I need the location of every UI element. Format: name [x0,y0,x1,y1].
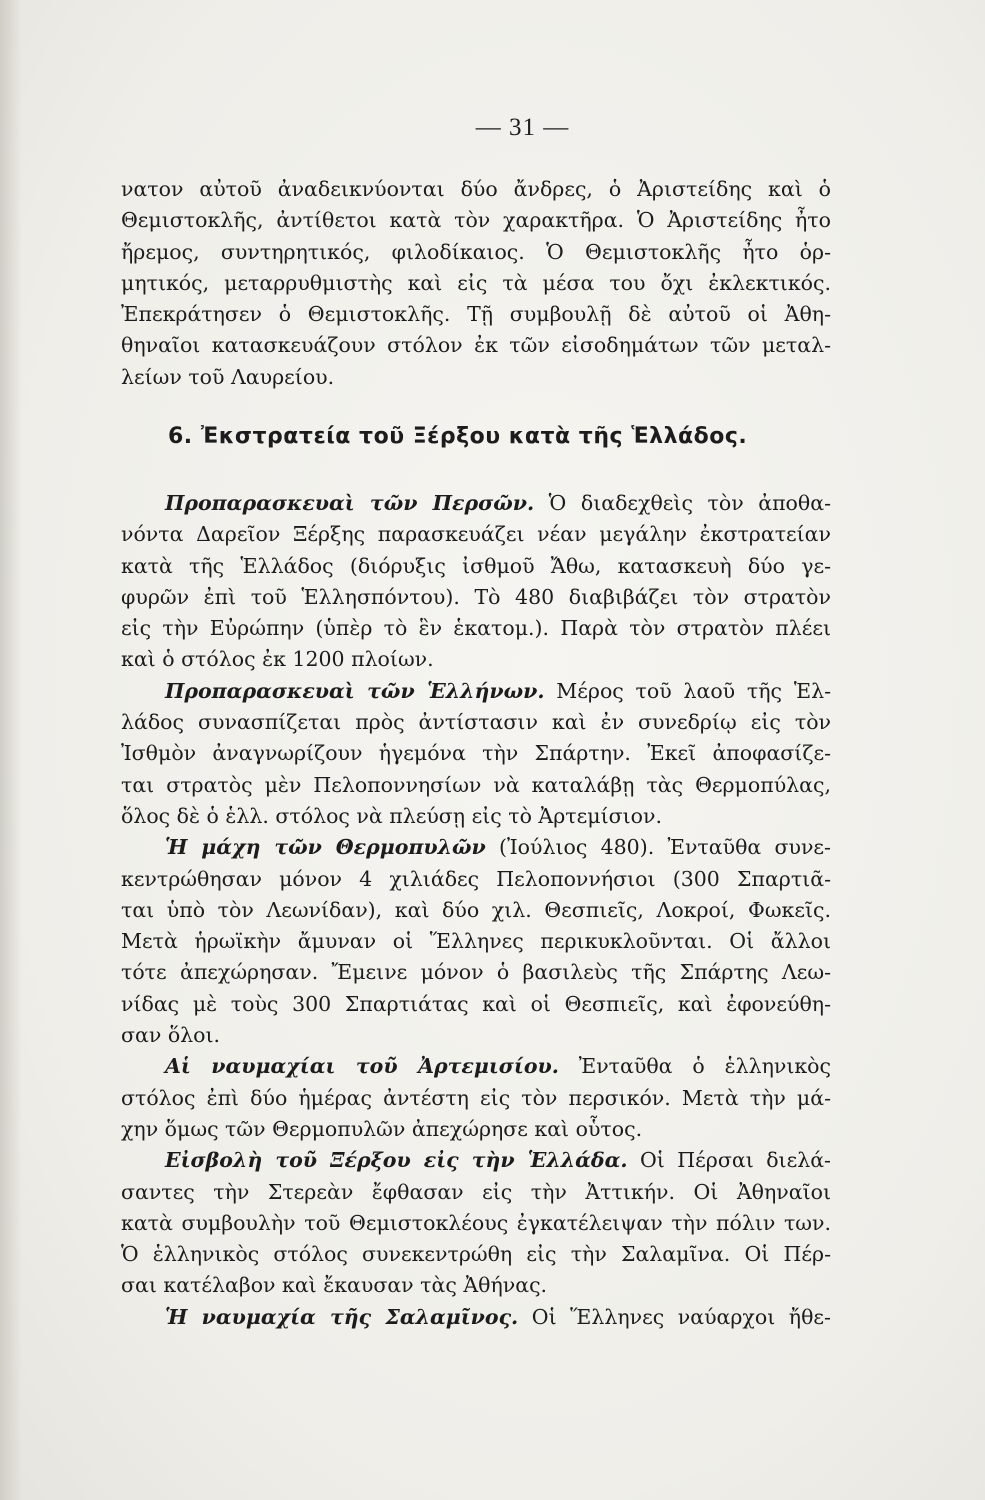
run-in-heading: Ἡ μάχη τῶν Θερμοπυλῶν [165,835,486,860]
text-line: λάδος συνασπίζεται πρὸς ἀντίστασιν καὶ ἐν συνεδρίῳ εἰς τὸν [121,710,831,735]
text-line: κατὰ συμβουλὴν τοῦ Θεμιστοκλέους ἐγκατέλειψαν τὴν πόλιν των. [121,1210,831,1235]
text-line: στόλος ἐπὶ δύο ἡμέρας ἀντέστη εἰς τὸν περσικόν. Μετὰ τὴν μά- [121,1085,831,1110]
text-line: ὅλος δὲ ὁ ἑλλ. στόλος νὰ πλεύσῃ εἰς τὸ Ἀρτεμίσιον. [121,803,662,828]
text-line: Θεμιστοκλῆς, ἀντίθετοι κατὰ τὸν χαρακτῆρα. Ὁ Ἀριστείδης ἦτο [121,208,831,233]
page-number: — 31 — [475,114,570,141]
text-line: Ἰσθμὸν ἀναγνωρίζουν ἡγεμόνα τὴν Σπάρτην. Ἐκεῖ ἀποφασίζε- [121,741,831,766]
run-in-heading: Αἱ ναυμαχίαι τοῦ Ἀρτεμισίου. [165,1054,559,1079]
text-fragment: Οἱ Πέρσαι διελά- [639,1148,831,1173]
text-line: σαν ὅλοι. [121,1023,221,1048]
text-line: σαντες τὴν Στερεὰν ἔφθασαν εἰς τὴν Ἀττικήν. Οἱ Ἀθηναῖοι [121,1179,831,1204]
text-line: νατον αὐτοῦ ἀναδεικνύονται δύο ἄνδρες, ὁ Ἀριστείδης καὶ ὁ [121,177,831,201]
paragraph-themistocles [121,174,831,393]
text-fragment: (Ἰούλιος 480). Ἐνταῦθα συνε- [499,835,831,860]
text-fragment: Μέρος τοῦ λαοῦ τῆς Ἑλ- [556,678,831,703]
section-heading: 6. Ἐκστρατεία τοῦ Ξέρξου κατὰ τῆς Ἑλλάδος. [168,424,748,449]
text-line: λείων τοῦ Λαυρείου. [121,364,335,389]
run-in-heading: Εἰσβολὴ τοῦ Ξέρξου εἰς τὴν Ἑλλάδα. [165,1148,628,1173]
run-in-heading: Προπαρασκευαὶ τῶν Περσῶν. [165,491,535,515]
text-line: ται ὑπὸ τὸν Λεωνίδαν), καὶ δύο χιλ. Θεσπιεῖς, Λοκροί, Φωκεῖς. [121,897,831,922]
text-line [121,676,831,707]
text-line: ται στρατὸς μὲν Πελοποννησίων νὰ καταλάβῃ τὰς Θερμοπύλας, [121,772,831,797]
text-line: φυρῶν ἐπὶ τοῦ Ἑλλησπόντου). Τὸ 480 διαβιβάζει τὸν στρατὸν [121,584,831,609]
text-line: σαι κατέλαβον καὶ ἔκαυσαν τὰς Ἀθήνας. [121,1273,548,1298]
text-line: νόντα Δαρεῖον Ξέρξης παρασκευάζει νέαν μεγάλην ἐκστρατείαν [121,522,831,547]
text-fragment: Ὁ διαδεχθεὶς τὸν ἀποθα- [548,491,831,515]
text-line: θηναῖοι κατασκευάζουν στόλον ἐκ τῶν εἰσοδημάτων τῶν μεταλ- [121,333,831,358]
section-body [121,488,831,1333]
text-line [121,488,831,519]
text-line [121,1145,831,1176]
text-line: Ἐπεκράτησεν ὁ Θεμιστοκλῆς. Τῇ συμβουλῇ δὲ αὐτοῦ οἱ Ἀθη- [121,302,831,327]
run-in-heading: Ἡ ναυμαχία τῆς Σαλαμῖνος. [165,1304,519,1329]
text-line: Μετὰ ἡρωϊκὴν ἄμυναν οἱ Ἕλληνες περικυκλοῦνται. Οἱ ἄλλοι [121,929,831,954]
text-line: κατὰ τῆς Ἑλλάδος (διόρυξις ἰσθμοῦ Ἄθω, κατασκευὴ δύο γε- [121,553,831,578]
text-line: κεντρώθησαν μόνον 4 χιλιάδες Πελοποννήσιοι (300 Σπαρτιᾶ- [121,866,831,891]
text-line: νίδας μὲ τοὺς 300 Σπαρτιάτας καὶ οἱ Θεσπιεῖς, καὶ ἐφονεύθη- [121,991,831,1016]
text-line: τότε ἀπεχώρησαν. Ἔμεινε μόνον ὁ βασιλεὺς τῆς Σπάρτης Λεω- [121,960,831,985]
run-in-heading: Προπαρασκευαὶ τῶν Ἑλλήνων. [165,678,545,703]
text-line: Ὁ ἑλληνικὸς στόλος συνεκεντρώθη εἰς τὴν Σαλαμῖνα. Οἱ Πέρ- [121,1242,831,1267]
text-line: χην ὅμως τῶν Θερμοπυλῶν ἀπεχώρησε καὶ οὗτος. [121,1116,643,1141]
text-line: ἤρεμος, συντηρητικός, φιλοδίκαιος. Ὁ Θεμιστοκλῆς ἦτο ὁρ- [121,239,831,264]
text-fragment: Οἱ Ἕλληνες ναύαρχοι ἤθε- [531,1304,831,1329]
text-line [121,1302,831,1333]
text-line: εἰς τὴν Εὐρώπην (ὑπὲρ τὸ ἓν ἑκατομ.). Παρὰ τὸν στρατὸν πλέει [121,616,831,641]
page-spine-shadow [0,0,22,1500]
text-fragment: Ἐνταῦθα ὁ ἑλληνικὸς [578,1054,831,1079]
text-line: καὶ ὁ στόλος ἐκ 1200 πλοίων. [121,647,434,672]
text-line [121,1051,831,1082]
text-line [121,832,831,863]
text-line: μητικός, μεταρρυθμιστὴς καὶ εἰς τὰ μέσα του ὄχι ἐκλεκτικός. [121,270,831,295]
